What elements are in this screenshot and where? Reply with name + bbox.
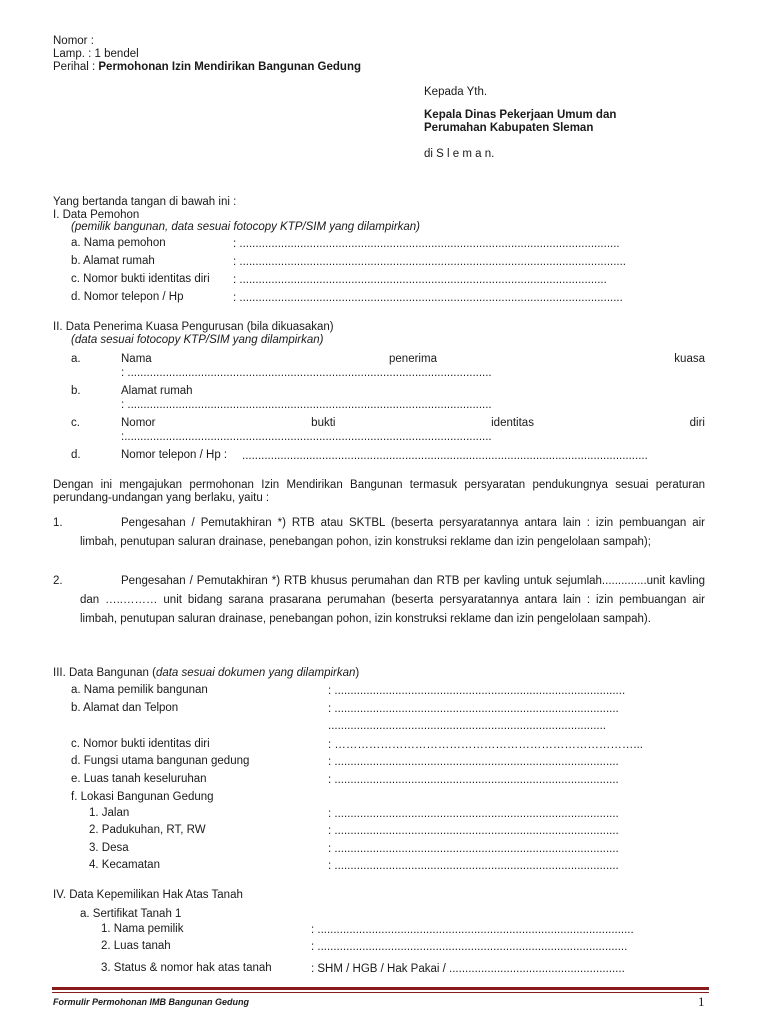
perihal-line <box>53 61 361 73</box>
recipient-place: di S l e m a n. <box>424 148 495 160</box>
section3-item-label: d. Fungsi utama bangunan gedung <box>71 755 250 767</box>
section3-item-field[interactable]: : ......................................................................................... <box>328 703 619 715</box>
list-number: 2. <box>53 575 63 587</box>
list-item-text: Pengesahan / Pemutakhiran *) RTB atau SKTBL (beserta persyaratannya antara lain : izin pembuangan air limbah, penutupan saluran drainase, penebangan pohon, izin konstruksi reklame dan izin pengelolaan sampah); <box>80 517 705 548</box>
section4-item-label: 1. Nama pemilik <box>101 923 184 935</box>
section1-item-label: d. Nomor telepon / Hp <box>71 291 184 303</box>
nomor-line: Nomor : <box>53 35 94 47</box>
section3-item-label: 2. Padukuhan, RT, RW <box>89 824 206 836</box>
section2-d-field[interactable]: ............................................................................................................................... <box>242 450 648 462</box>
section3-item-field[interactable]: : ......................................................................................... <box>328 825 619 837</box>
section4-sub: a. Sertifikat Tanah 1 <box>80 908 182 920</box>
section2-d-letter: d. <box>71 449 81 461</box>
section2-b-letter: b. <box>71 385 81 397</box>
perihal-label: Perihal : <box>53 61 96 73</box>
section3-item-label: b. Alamat dan Telpon <box>71 702 179 714</box>
intro-text: Yang bertanda tangan di bawah ini : <box>53 196 237 208</box>
section1-item-label: c. Nomor bukti identitas diri <box>71 273 210 285</box>
section2-a-field[interactable]: : .................................................................................................................. <box>121 367 492 379</box>
section3-item-label: 3. Desa <box>89 842 129 854</box>
section2-c-field[interactable]: :................................................................................................................... <box>121 431 492 443</box>
section3-item-field[interactable]: : ......................................................................................... <box>328 808 619 820</box>
section3-item-label: c. Nomor bukti identitas diri <box>71 738 210 750</box>
section3-item-field[interactable]: ....................................................................................... <box>328 720 606 732</box>
section1-title: I. Data Pemohon <box>53 209 140 221</box>
section2-b-field[interactable]: : .................................................................................................................. <box>121 399 492 411</box>
section3-item-field[interactable]: : ......................................................................................... <box>328 774 619 786</box>
section4-item-field[interactable]: : SHM / HGB / Hak Pakai / ....................................................... <box>311 963 625 975</box>
section3-item-field[interactable]: : ........................................................................................... <box>328 685 626 697</box>
section4-item-label: 3. Status & nomor hak atas tanah <box>101 962 272 974</box>
recipient-line2: Perumahan Kabupaten Sleman <box>424 122 594 134</box>
perihal-value: Permohonan Izin Mendirikan Bangunan Gedung <box>98 61 361 73</box>
section3-title: III. Data Bangunan (data sesuai dokumen yang dilampirkan) <box>53 667 360 679</box>
section3-item-label: 1. Jalan <box>89 807 130 819</box>
section2-a-letter: a. <box>71 353 81 365</box>
recipient-greeting: Kepada Yth. <box>424 86 488 98</box>
section3-item-label: a. Nama pemilik bangunan <box>71 684 208 696</box>
list-item-text: Pengesahan / Pemutakhiran *) RTB khusus perumahan dan RTB per kavling untuk sejumlah..............unit kavling dan …..……… unit bidang sarana prasarana perumahan (beserta persyaratannya antara lain : izin pembuangan air limbah, penutupan saluran drainase, penebangan pohon, izin konstruksi reklame dan izin pengelolaan sampah). <box>80 575 705 625</box>
section3-item-field[interactable]: : ……………………………………………………………………... <box>328 739 643 751</box>
section2-title: II. Data Penerima Kuasa Pengurusan (bila dikuasakan) <box>53 321 334 333</box>
section4-item-field[interactable]: : ................................................................................................. <box>311 941 628 953</box>
section4-item-label: 2. Luas tanah <box>101 940 171 952</box>
section1-item-field[interactable]: : ....................................................................................................................... <box>233 238 620 250</box>
section1-item-field[interactable]: : ................................................................................................................... <box>233 274 607 286</box>
section3-item-label: e. Luas tanah keseluruhan <box>71 773 207 785</box>
recipient-line1: Kepala Dinas Pekerjaan Umum dan <box>424 109 617 121</box>
section2-b-label: Alamat rumah <box>121 385 193 397</box>
request-paragraph: Dengan ini mengajukan permohonan Izin Mendirikan Bangunan termasuk persyaratan pendukungnya sesuai peraturan perundang-undangan yang berlaku, yaitu : <box>53 479 705 504</box>
section3-item-label: f. Lokasi Bangunan Gedung <box>71 791 214 803</box>
section1-item-label: b. Alamat rumah <box>71 255 155 267</box>
page-number: 1 <box>698 994 705 1009</box>
lampiran-line: Lamp. : 1 bendel <box>53 48 139 60</box>
list-number: 1. <box>53 517 63 529</box>
section3-item-field[interactable]: : ......................................................................................... <box>328 756 619 768</box>
section2-c-label: Nomor bukti identitas diri <box>121 417 705 429</box>
section2-a-label: Nama penerima kuasa <box>121 353 705 365</box>
section1-item-label: a. Nama pemohon <box>71 237 166 249</box>
section2-c-letter: c. <box>71 417 80 429</box>
section3-item-label: 4. Kecamatan <box>89 859 160 871</box>
footer-title: Formulir Permohonan IMB Bangunan Gedung <box>53 997 250 1007</box>
section4-item-field[interactable]: : ................................................................................................... <box>311 924 634 936</box>
section1-item-field[interactable]: : ......................................................................................................................... <box>233 256 626 268</box>
section4-title: IV. Data Kepemilikan Hak Atas Tanah <box>53 889 243 901</box>
section2-note: (data sesuai fotocopy KTP/SIM yang dilampirkan) <box>71 334 324 346</box>
section2-d-label: Nomor telepon / Hp : <box>121 449 228 461</box>
section1-item-field[interactable]: : ........................................................................................................................ <box>233 292 623 304</box>
section3-item-field[interactable]: : ......................................................................................... <box>328 860 619 872</box>
section1-note: (pemilik bangunan, data sesuai fotocopy KTP/SIM yang dilampirkan) <box>71 221 421 233</box>
footer-rule-thin <box>52 992 709 993</box>
section3-item-field[interactable]: : ......................................................................................... <box>328 843 619 855</box>
footer-rule <box>52 987 709 990</box>
